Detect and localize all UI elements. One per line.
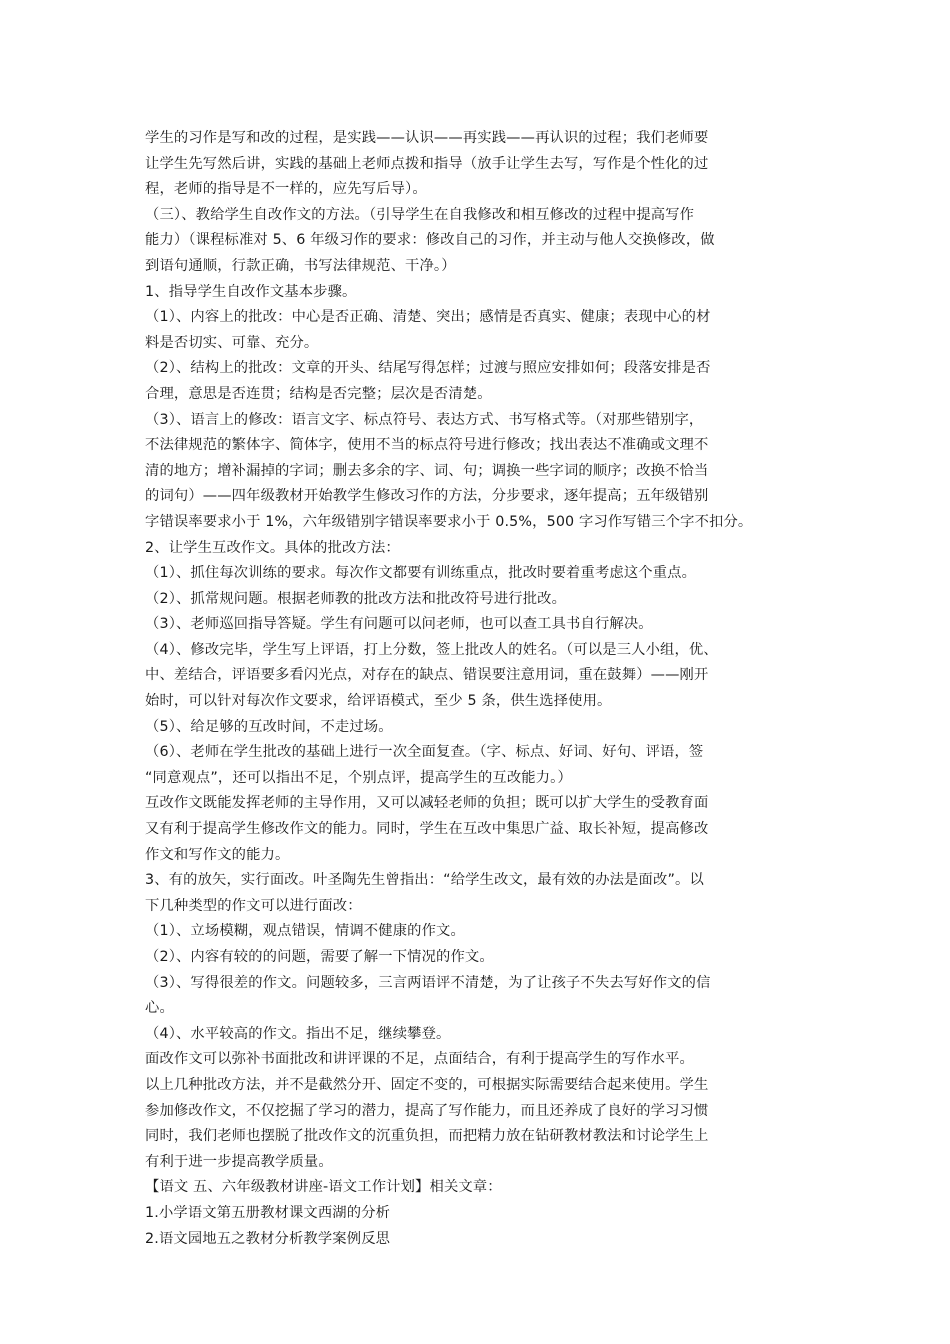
text-line: 清的地方；增补漏掉的字词；删去多余的字、词、句；调换一些字词的顺序；改换不恰当: [145, 462, 709, 479]
text-line: 2、让学生互改作文。具体的批改方法：: [145, 539, 400, 556]
text-line: （5）、给足够的互改时间，不走过场。: [145, 718, 393, 735]
text-line: “同意观点”，还可以指出不足，个别点评，提高学生的互改能力。）: [145, 769, 572, 786]
text-line: 有利于进一步提高教学质量。: [145, 1153, 333, 1170]
text-line: 以上几种批改方法，并不是截然分开、固定不变的，可根据实际需要结合起来使用。学生: [145, 1076, 709, 1093]
text-line: 【语文 五、六年级教材讲座-语文工作计划】相关文章：: [145, 1179, 502, 1196]
text-line: 面改作文可以弥补书面批改和讲评课的不足，点面结合，有利于提高学生的写作水平。: [145, 1051, 694, 1068]
text-line: 作文和写作文的能力。: [145, 846, 290, 863]
text-line: 心。: [145, 1000, 174, 1017]
text-line: （4）、水平较高的作文。指出不足，继续攀登。: [145, 1025, 451, 1042]
text-line: （4）、修改完毕，学生写上评语，打上分数，签上批改人的姓名。（可以是三人小组，优、: [145, 641, 718, 658]
text-line: 中、差结合，评语要多看闪光点，对存在的缺点、错误要注意用词，重在鼓舞）——刚开: [145, 667, 709, 684]
text-line: 合理，意思是否连贯；结构是否完整；层次是否清楚。: [145, 385, 492, 402]
text-line: （6）、老师在学生批改的基础上进行一次全面复查。（字、标点、好词、好句、评语，签: [145, 744, 704, 761]
text-line: 2.语文园地五之教材分析教学案例反思: [145, 1230, 391, 1247]
text-line: 又有利于提高学生修改作文的能力。同时，学生在互改中集思广益、取长补短，提高修改: [145, 821, 709, 838]
text-line: 让学生先写然后讲，实践的基础上老师点拨和指导（放手让学生去写，写作是个性化的过: [145, 155, 709, 172]
text-line: （1）、内容上的批改：中心是否正确、清楚、突出；感情是否真实、健康；表现中心的材: [145, 309, 711, 326]
text-line: 同时，我们老师也摆脱了批改作文的沉重负担，而把精力放在钻研教材教法和讨论学生上: [145, 1128, 709, 1145]
text-line: （2）、内容有较的的问题，需要了解一下情况的作文。: [145, 949, 494, 965]
text-line: 到语句通顺，行款正确，书写法律规范、干净。）: [145, 257, 456, 274]
text-line: （三）、教给学生自改作文的方法。（引导学生在自我修改和相互修改的过程中提高写作: [145, 206, 695, 223]
text-line: （1）、抓住每次训练的要求。每次作文都要有训练重点，批改时要着重考虑这个重点。: [145, 565, 697, 582]
text-line: 料是否切实、可靠、充分。: [145, 334, 319, 351]
text-line: 互改作文既能发挥老师的主导作用，又可以减轻老师的负担；既可以扩大学生的受教育面: [145, 795, 709, 812]
text-line: 1.小学语文第五册教材课文西湖的分析: [145, 1204, 391, 1221]
text-line: 3、有的放矢，实行面改。叶圣陶先生曾指出：“给学生改文，最有效的办法是面改”。以: [145, 872, 704, 889]
text-line: 程，老师的指导是不一样的，应先写后导）。: [145, 181, 427, 198]
text-line: （3）、语言上的修改：语言文字、标点符号、表达方式、书写格式等。（对那些错别字，: [145, 411, 704, 428]
document-body: [145, 126, 813, 1252]
text-line: 参加修改作文，不仅挖掘了学习的潜力，提高了写作能力，而且还养成了良好的学习习惯: [145, 1102, 709, 1119]
text-line: 始时，可以针对每次作文要求，给评语模式，至少 5 条，供生选择使用。: [145, 693, 612, 710]
text-line: （2）、抓常规问题。根据老师教的批改方法和批改符号进行批改。: [145, 590, 567, 607]
text-line: 学生的习作是写和改的过程，是实践——认识——再实践——再认识的过程；我们老师要: [145, 130, 709, 146]
text-line: （2）、结构上的批改：文章的开头、结尾写得怎样；过渡与照应安排如何；段落安排是否: [145, 360, 711, 377]
text-line: 1、指导学生自改作文基本步骤。: [145, 283, 357, 300]
text-line: （1）、立场模糊，观点错误，情调不健康的作文。: [145, 923, 465, 940]
text-line: （3）、写得很差的作文。问题较多，三言两语评不清楚，为了让孩子不失去写好作文的信: [145, 974, 711, 991]
text-line: 下几种类型的作文可以进行面改：: [145, 897, 362, 914]
text-line: 的词句）——四年级教材开始教学生修改习作的方法，分步要求，逐年提高；五年级错别: [145, 488, 709, 505]
text-line: 能力）（课程标准对 5、6 年级习作的要求：修改自己的习作，并主动与他人交换修改，做: [145, 232, 715, 249]
text-line: 不法律规范的繁体字、简体字，使用不当的标点符号进行修改；找出表达不准确或文理不: [145, 437, 709, 454]
text-line: （3）、老师巡回指导答疑。学生有问题可以问老师，也可以查工具书自行解决。: [145, 616, 653, 633]
text-line: 字错误率要求小于 1%，六年级错别字错误率要求小于 0.5%，500 字习作写错三个字不扣分。: [145, 513, 753, 530]
